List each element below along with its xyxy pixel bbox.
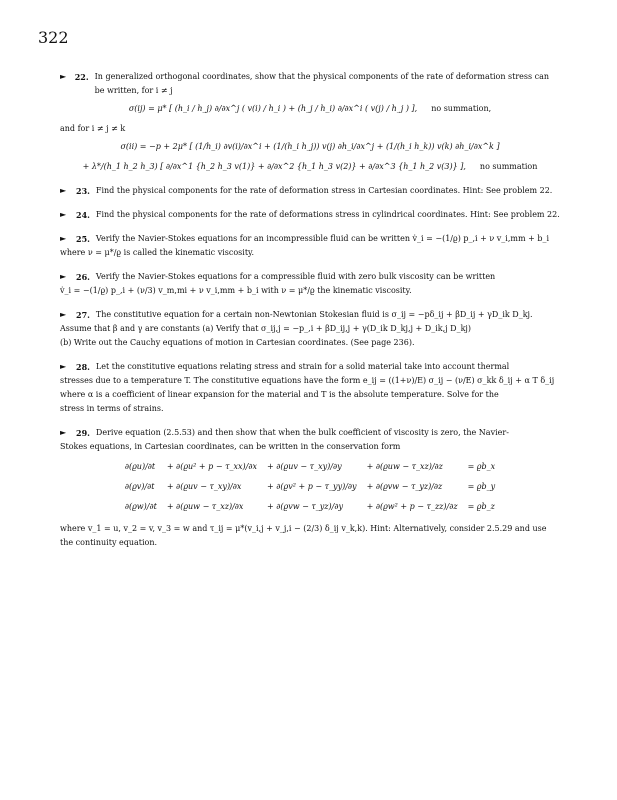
problem-number: 24. — [76, 210, 90, 220]
problem-number: 29. — [76, 428, 90, 438]
problem-22 — [60, 70, 560, 174]
problem-text: stresses due to a temperature T. The constitutive equations have the form e_ij = ((1+ν)/E) σ_ij − (ν/E) σ_kk δ_ij + α T δ_ij — [60, 376, 555, 385]
problem-26 — [60, 270, 560, 298]
problem-list — [60, 70, 560, 560]
problem-number: 23. — [76, 186, 90, 196]
equation: σ(ii) = −p + 2μ* [ (1/h_i) ∂v(i)/∂x^i + (1/(h_i h_j)) v(j) ∂h_i/∂x^j + (1/(h_i h_k)) v(k) ∂h_i/∂x^k ] — [120, 142, 500, 151]
problem-27 — [60, 308, 560, 350]
triangle-bullet-icon: ► — [60, 210, 67, 219]
problem-number: 27. — [76, 310, 90, 320]
problem-25 — [60, 232, 560, 260]
problem-text: Stokes equations, in Cartesian coordinates, can be written in the conservation form — [60, 442, 401, 451]
equation: + λ*/(h_1 h_2 h_3) [ ∂/∂x^1 {h_2 h_3 v(1)} + ∂/∂x^2 {h_1 h_3 v(2)} + ∂/∂x^3 {h_1 h_2 v(3)} ], no summation — [82, 162, 538, 171]
triangle-bullet-icon: ► — [60, 272, 67, 281]
problem-23 — [60, 184, 560, 198]
problem-text: Find the physical components for the rate of deformation stress in Cartesian coordinates. Hint: See problem 22. — [95, 186, 553, 195]
page-number: 322 — [38, 28, 69, 47]
equation: σ(ij) = μ* [ (h_i / h_j) ∂/∂x^j ( v(i) / h_i ) + (h_j / h_i) ∂/∂x^i ( v(j) / h_j ) ], no summation, — [128, 104, 492, 113]
problem-text: Derive equation (2.5.53) and then show that when the bulk coefficient of viscosity is zero, the Navier- — [95, 428, 509, 437]
triangle-bullet-icon: ► — [60, 234, 67, 243]
problem-text: Verify the Navier-Stokes equations for an incompressible fluid can be written v̇_i = −(1/ϱ) p_,i + ν v_i,mm + b_i — [95, 234, 550, 243]
problem-text: Assume that β and γ are constants (a) Verify that σ_ij,j = −p_,i + βD_ij,j + γ(D_ik D_kj,j + D_ik,j D_kj) — [60, 324, 472, 333]
problem-text: stress in terms of strains. — [60, 404, 164, 413]
problem-text: v̇_i = −(1/ϱ) p_,i + (ν/3) v_m,mi + ν v_i,mm + b_i with ν = μ*/ϱ the kinematic viscosity. — [60, 286, 412, 295]
problem-29 — [60, 426, 560, 550]
triangle-bullet-icon: ► — [60, 428, 67, 437]
problem-text: Let the constitutive equations relating stress and strain for a solid material take into account thermal — [95, 362, 510, 371]
problem-number: 25. — [76, 234, 90, 244]
triangle-bullet-icon: ► — [60, 72, 67, 81]
problem-text: where v_1 = u, v_2 = v, v_3 = w and τ_ij = μ*(v_i,j + v_j,i − (2/3) δ_ij v_k,k). Hint: Alternatively, consider 2.5.29 and use — [60, 524, 547, 533]
problem-text: (b) Write out the Cauchy equations of motion in Cartesian coordinates. (See page 236). — [60, 338, 415, 347]
problem-text: the continuity equation. — [60, 538, 158, 547]
problem-text: where α is a coefficient of linear expansion for the material and T is the absolute temperature. Solve for the — [60, 390, 499, 399]
problem-number: 26. — [76, 272, 90, 282]
problem-number: 28. — [76, 362, 90, 372]
problem-24 — [60, 208, 560, 222]
problem-text: where ν = μ*/ϱ is called the kinematic viscosity. — [60, 248, 255, 257]
problem-number: 22. — [74, 72, 89, 82]
triangle-bullet-icon: ► — [60, 186, 67, 195]
triangle-bullet-icon: ► — [60, 362, 67, 371]
problem-text: The constitutive equation for a certain non-Newtonian Stokesian fluid is σ_ij = −pδ_ij + βD_ij + γD_ik D_kj. — [95, 310, 533, 319]
problem-text: and for i ≠ j ≠ k — [60, 124, 126, 133]
problem-text: Verify the Navier-Stokes equations for a compressible fluid with zero bulk viscosity can be written — [95, 272, 496, 281]
triangle-bullet-icon: ► — [60, 310, 67, 319]
equation-system: ∂(ϱu)/∂t + ∂(ϱu² + p − τ_xx)/∂x + ∂(ϱuv − τ_xy)/∂y + ∂(ϱuw − τ_xz)/∂z = ϱb_x ∂(ϱv)/∂t + ∂(ϱuv − τ_xy)/∂x + ∂(ϱv² + p − τ_yy)/∂y + ∂(ϱvw − τ_yz)/∂z = ϱb_y ∂(ϱw)/∂t + ∂(ϱuw − τ_xz)/∂x + ∂(ϱvw − τ_yz)/∂y + ∂(ϱw² + p − τ_zz)/∂z = ϱb_z — [124, 462, 496, 511]
problem-text: Find the physical components for the rate of deformations stress in cylindrical coordinates. Hint: See problem 22. — [95, 210, 560, 219]
problem-28 — [60, 360, 560, 416]
problem-text: In generalized orthogonal coordinates, show that the physical components of the rate of deformation stress can be written, for i ≠ j — [94, 72, 550, 95]
